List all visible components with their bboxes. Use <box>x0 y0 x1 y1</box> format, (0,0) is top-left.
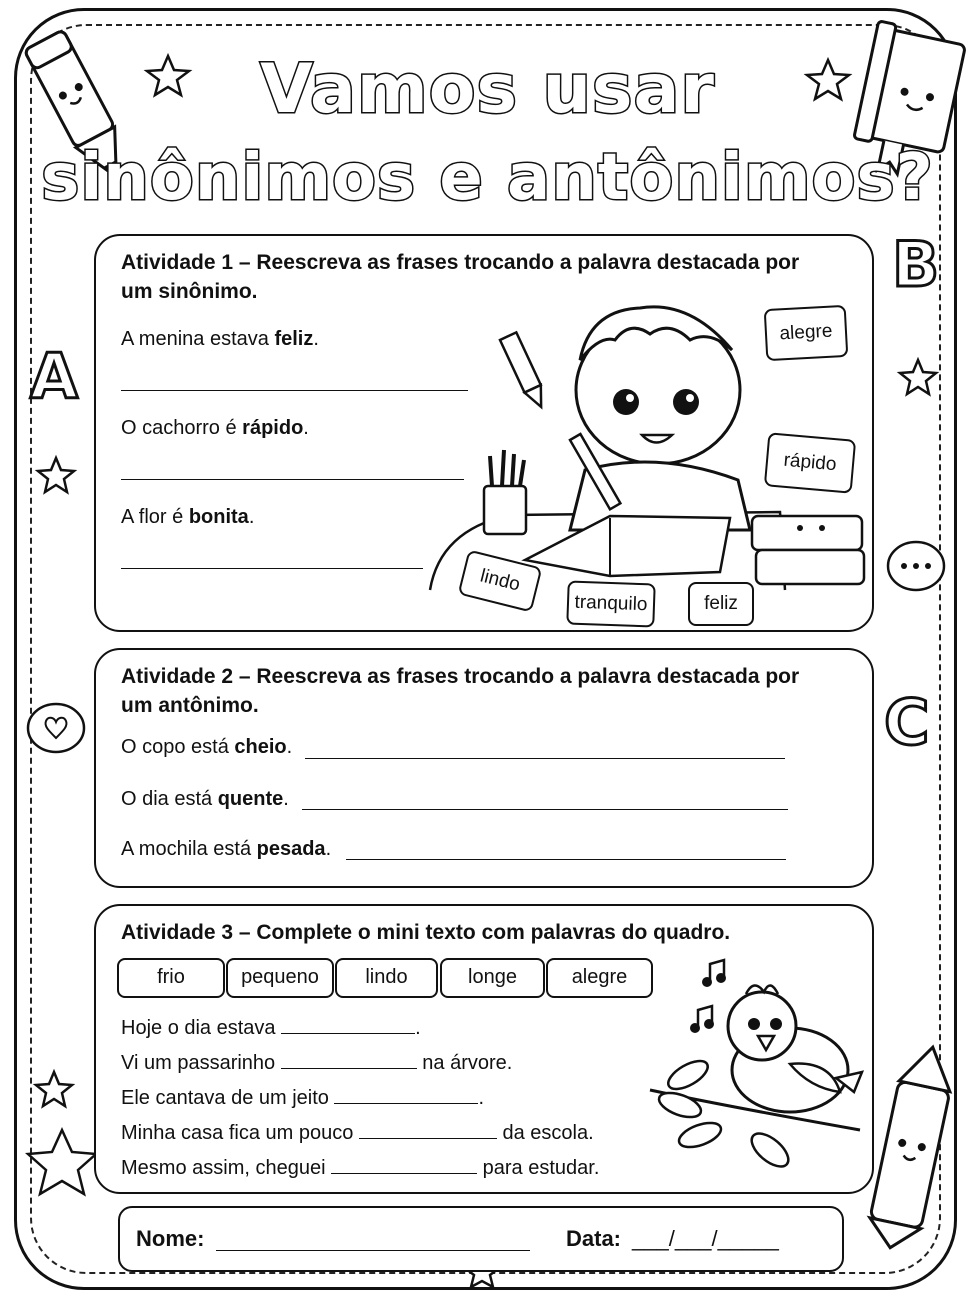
activity1-sentence-2: O cachorro é rápido. <box>121 417 309 439</box>
activity1-sentence-3: A flor é bonita. <box>121 506 255 528</box>
activity3-title: Atividade 3 – Complete o mini texto com palavras do quadro. <box>121 921 731 944</box>
answer-line[interactable] <box>346 859 786 860</box>
name-label: Nome: <box>136 1226 205 1251</box>
date-label: Data: <box>566 1226 622 1251</box>
word-card: rápido <box>764 432 856 493</box>
speech-bubble-icon <box>888 542 944 590</box>
text-line: Ele cantava de um jeito . <box>121 1087 485 1109</box>
activity1-sentence-1: A menina estava feliz. <box>121 328 319 350</box>
star-icon <box>38 458 74 492</box>
answer-line[interactable] <box>302 809 788 810</box>
fill-blank[interactable] <box>359 1120 497 1139</box>
page-title-line2: sinônimos e antônimos? <box>41 141 934 215</box>
letter-b: B <box>892 228 940 301</box>
crayon-icon <box>865 1042 958 1253</box>
page-title-line1: Vamos usar <box>260 50 715 129</box>
answer-line[interactable] <box>305 758 785 759</box>
word-card: tranquilo <box>566 580 655 627</box>
name-input[interactable] <box>216 1250 530 1251</box>
word-bank-item: frio <box>117 958 225 998</box>
letter-c: C <box>884 686 930 759</box>
text-line: Vi um passarinho na árvore. <box>121 1052 513 1074</box>
letter-a: A <box>30 340 78 413</box>
fill-blank[interactable] <box>281 1015 415 1034</box>
word-bank-item: pequeno <box>226 958 334 998</box>
fill-blank[interactable] <box>281 1050 417 1069</box>
activity2-title: Atividade 2 – Reescreva as frases trocando a palavra destacada por um antônimo. <box>121 665 800 717</box>
text-line: Minha casa fica um pouco da escola. <box>121 1122 594 1144</box>
answer-line[interactable] <box>121 390 468 391</box>
date-input[interactable]: ___/___/_____ <box>632 1226 779 1251</box>
word-card: lindo <box>458 549 543 612</box>
fill-blank[interactable] <box>331 1155 477 1174</box>
word-bank-item: alegre <box>546 958 653 998</box>
star-icon <box>28 1130 96 1194</box>
speech-bubble-icon <box>28 704 84 752</box>
word-card: alegre <box>764 305 849 361</box>
text-line: Hoje o dia estava . <box>121 1017 421 1039</box>
word-card: feliz <box>688 582 754 626</box>
activity2-sentence-2: O dia está quente. <box>121 788 289 810</box>
activity2-sentence-3: A mochila está pesada. <box>121 838 332 860</box>
music-note-icon <box>690 960 726 1033</box>
word-bank-item: lindo <box>335 958 438 998</box>
star-icon <box>900 360 936 394</box>
star-icon <box>36 1072 72 1106</box>
text-line: Mesmo assim, cheguei para estudar. <box>121 1157 600 1179</box>
answer-line[interactable] <box>121 568 423 569</box>
word-bank-item: longe <box>440 958 545 998</box>
fill-blank[interactable] <box>334 1085 478 1104</box>
activity1-title: Atividade 1 – Reescreva as frases trocando a palavra destacada por um sinônimo. <box>121 251 800 303</box>
bird-icon <box>640 960 870 1185</box>
answer-line[interactable] <box>121 479 464 480</box>
activity2-sentence-1: O copo está cheio. <box>121 736 293 758</box>
